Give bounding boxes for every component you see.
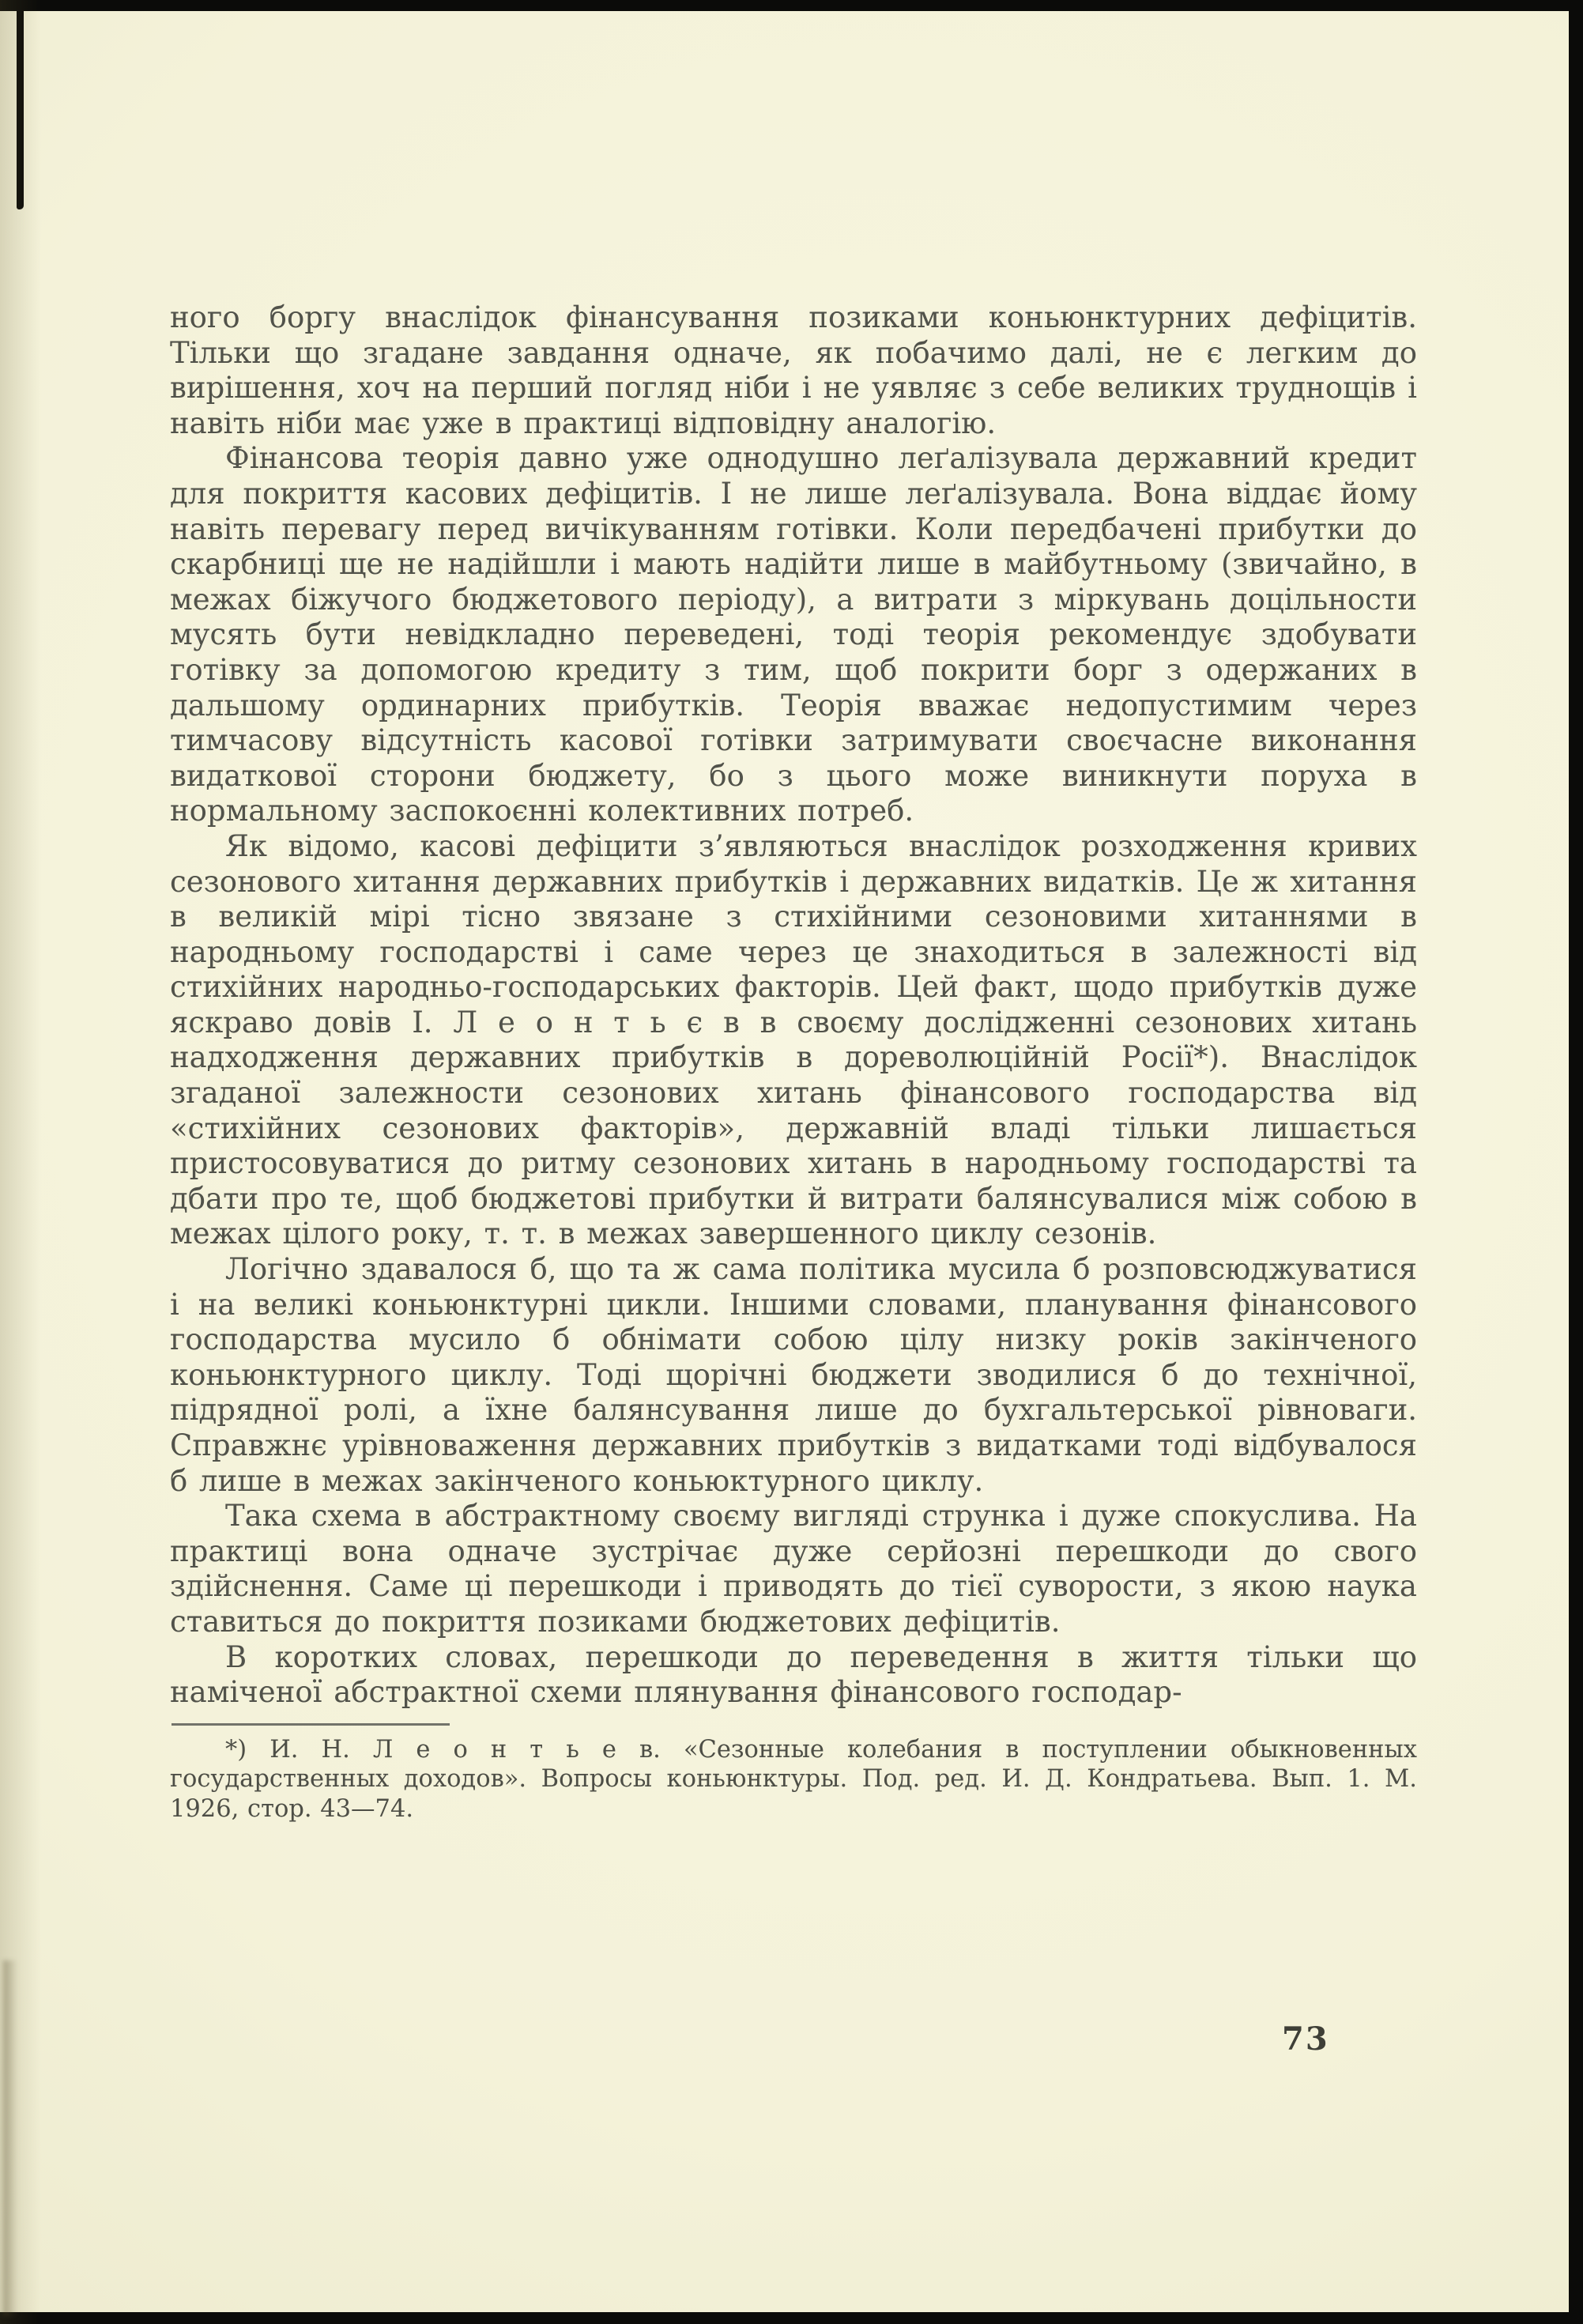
scan-border-bottom: [0, 2312, 1583, 2324]
page-gutter-shadow-lower: [3, 1960, 17, 2316]
body-paragraph: Логічно здавалося б, що та ж сама політика мусила б розповсюджуватися і на великі коньюнктурні цикли. Іншими словами, планування фінансового господарства мусило б обнімати собою цілу низку років закінченого коньюнктурного циклу. Тоді щорічні бюджети зводилися б до технічної, підрядної ролі, а їхне балянсування лише до бухгальтерської рівноваги. Справжнє урівноваження державних прибутків з видатками тоді відбувалося б лише в межах закінченого коньюктурного циклу.: [170, 1252, 1417, 1498]
body-paragraph: Така схема в абстрактному своєму вигляді струнка і дуже спокуслива. На практиці вона одначе зустрічає дуже серйозні перешкоди до свого здійснення. Саме ці перешкоди і приводять до тієї суворости, з якою наука ставиться до покриття позиками бюджетових дефіцитів.: [170, 1499, 1417, 1639]
body-paragraph: Фінансова теорія давно уже однодушно леґалізувала державний кредит для покриття касових дефіцитів. І не лише леґалізувала. Вона віддає йому навіть перевагу перед вичікуванням готівки. Коли передбачені прибутки до скарбниці ще не надійшли і мають надійти лише в майбутньому (звичайно, в межах біжучого бюджетового періоду), а витрати з міркувань доцільности мусять бути невідкладно переведені, тоді теорія рекомендує здобувати готівку за допомогою кредиту з тим, щоб покрити борг з одержаних в дальшому ординарних прибутків. Теорія вважає недопустимим через тимчасову відсутність касової готівки затримувати своєчасне виконання видаткової сторони бюджету, бо з цього може виникнути поруха в нормальному заспокоєнні колективних потреб.: [170, 441, 1417, 828]
page-gutter-shadow: [0, 0, 41, 2324]
footnote-text: *) И. Н. Л е о н т ь е в. «Сезонные колебания в поступлении обыкновенных государственных доходов». Вопросы коньюнктуры. Под. ред. И. Д. Кондратьева. Вып. 1. М. 1926, стор. 43—74.: [170, 1735, 1417, 1823]
body-paragraph: В коротких словах, перешкоди до переведення в життя тільки що наміченої абстрактної схеми плянування фінансового господар-: [170, 1639, 1417, 1710]
body-paragraph: ного боргу внаслідок фінансування позиками коньюнктурних дефіцитів. Тільки що згадане завдання одначе, як побачимо далі, не є легким до вирішення, хоч на перший погляд ніби і не уявляє з себе великих труднощів і навіть ніби має уже в практиці відповідну аналогію.: [170, 300, 1417, 440]
text-block: [170, 300, 1417, 1824]
footnote-divider: [171, 1723, 450, 1726]
body-paragraph: Як відомо, касові дефіцити з’являються внаслідок розходження кривих сезонового хитання державних прибутків і державних видатків. Це ж хитання в великій мірі тісно звязане з стихійними сезоновими хитаннями в народньому господарстві і саме через це знаходиться в залежності від стихійних народньо-господарських факторів. Цей факт, щодо прибутків дуже яскраво довів І. Л е о н т ь є в в своєму дослідженні сезонових хитань надходження державних прибутків в дореволюційній Росії*). Внаслідок згаданої залежности сезонових хитань фінансового господарства від «стихійних сезонових факторів», державній владі тільки лишається пристосовуватися до ритму сезонових хитань в народньому господарстві та дбати про те, щоб бюджетові прибутки й витрати балянсувалися між собою в межах цілого року, т. т. в межах завершенного циклу сезонів.: [170, 828, 1417, 1251]
page-number: 73: [1282, 2020, 1329, 2058]
scan-border-top: [0, 0, 1583, 11]
scan-border-right: [1569, 0, 1583, 2324]
scan-artifact-mark: [17, 10, 24, 209]
